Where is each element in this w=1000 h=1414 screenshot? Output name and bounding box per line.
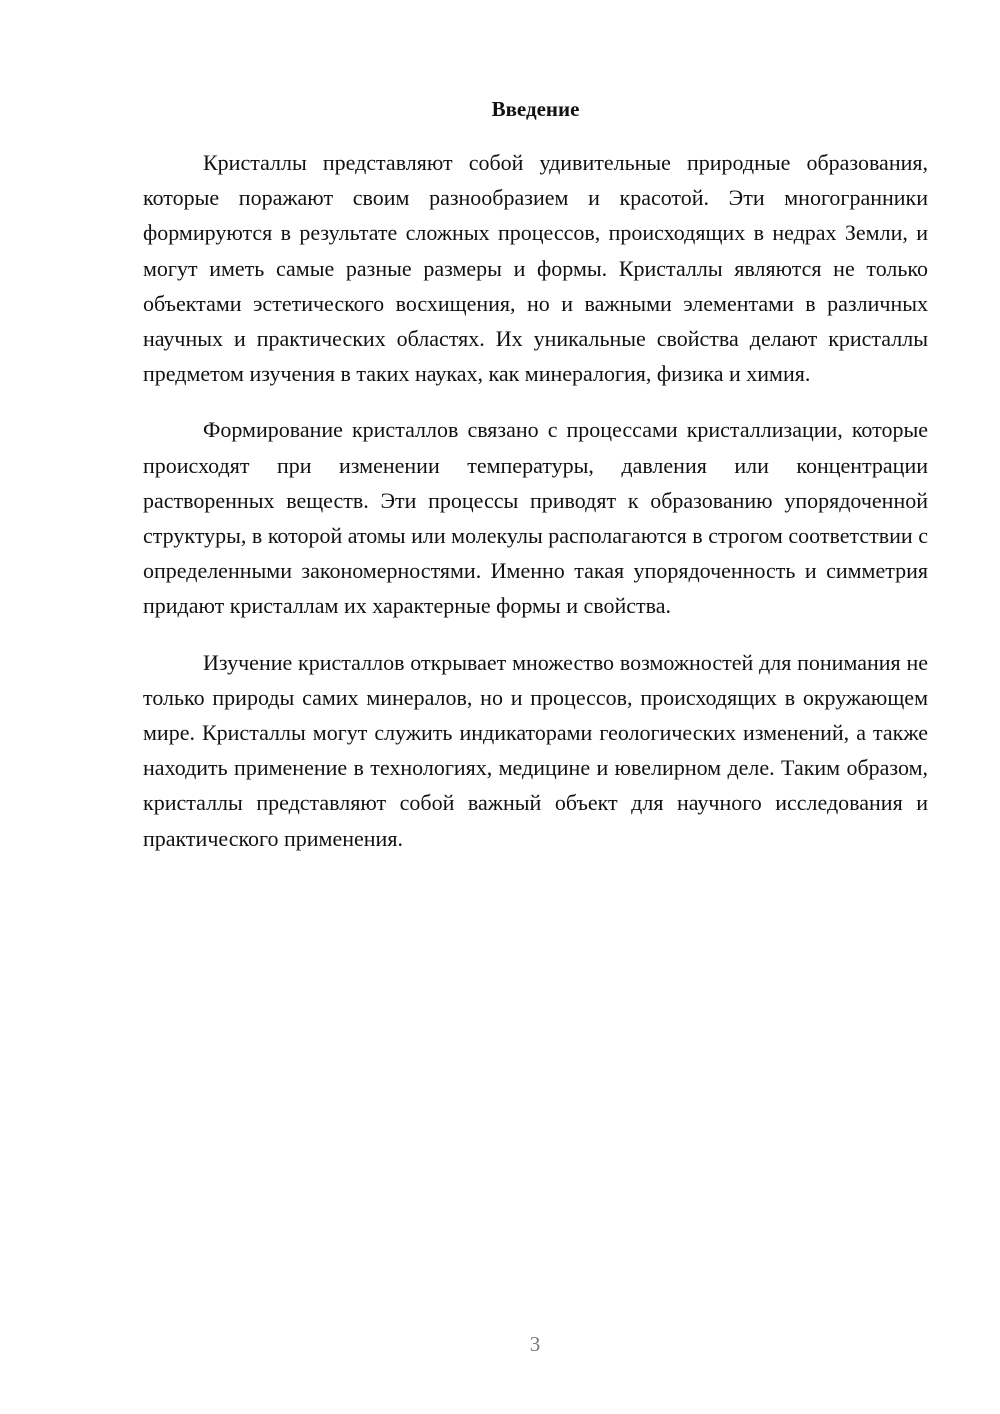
paragraph-1: Кристаллы представляют собой удивительные природные образования, которые поражают своим разнообразием и красотой. Эти многогранники формируются в результате сложных процессов, происходящих в недрах Земли, и могут иметь самые разные размеры и формы. Кристаллы являются не только объектами эстетического восхищения, но и важными элементами в различных научных и практических областях. Их уникальные свойства делают кристаллы предметом изучения в таких науках, как минералогия, физика и химия. [143,150,928,387]
page-number: 3 [529,1332,541,1356]
page-content [143,92,928,877]
paragraph-3: Изучение кристаллов открывает множество возможностей для понимания не только природы самих минералов, но и процессов, происходящих в окружающем мире. Кристаллы могут служить индикаторами геологических изменений, а также находить применение в технологиях, медицине и ювелирном деле. Таким образом, кристаллы представляют собой важный объект для научного исследования и практического применения. [143,649,928,851]
paragraph-2: Формирование кристаллов связано с процессами кристаллизации, которые происходят при изменении температуры, давления или концентрации растворенных веществ. Эти процессы приводят к образованию упорядоченной структуры, в которой атомы или молекулы располагаются в строгом соответствии с определенными закономерностями. Именно такая упорядоченность и симметрия придают кристаллам их характерные формы и свойства. [143,417,928,619]
section-title: Введение [491,97,580,121]
